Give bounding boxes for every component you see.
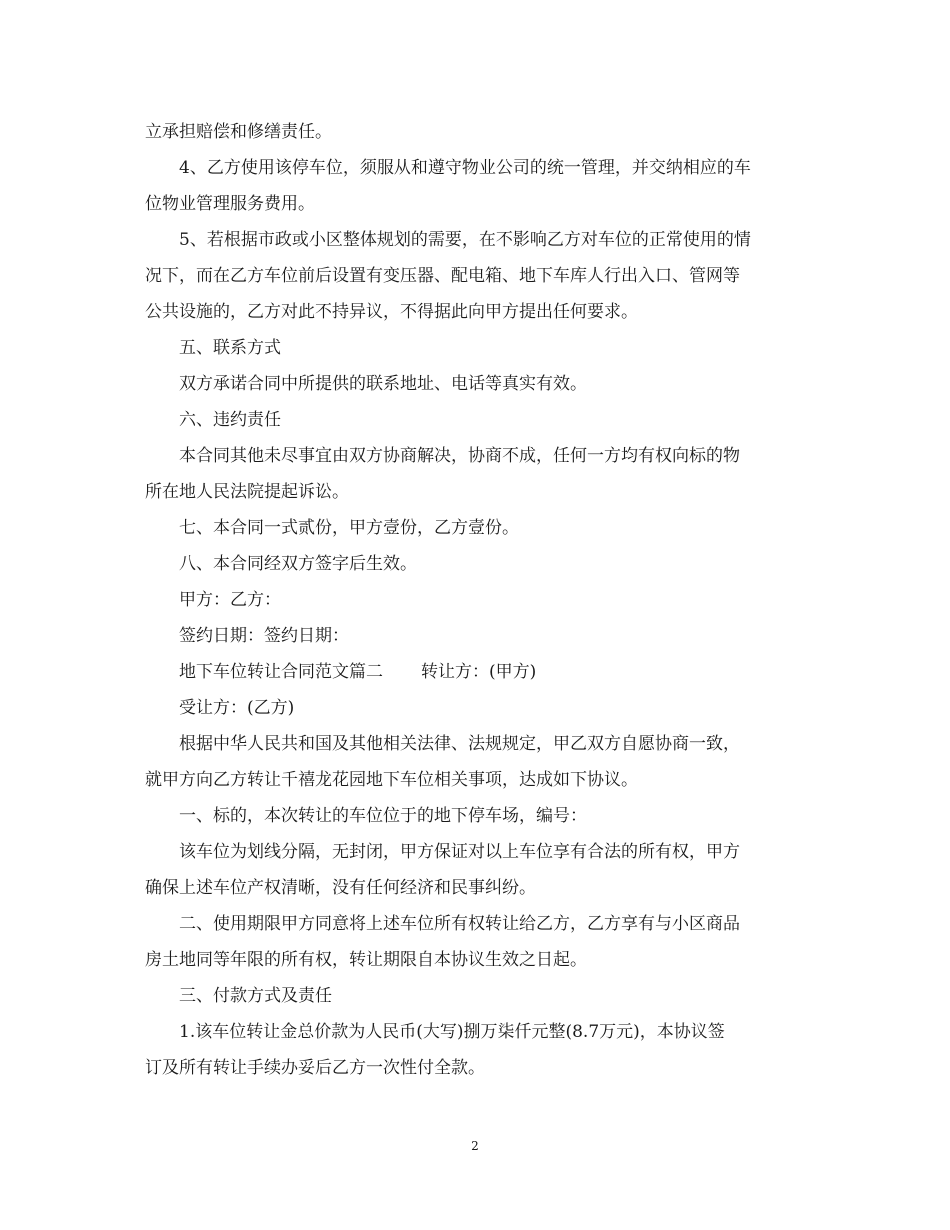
section-heading: 六、违约责任 xyxy=(179,410,281,430)
paragraph-line: 4、乙方使用该停车位，须服从和遵守物业公司的统一管理，并交纳相应的车 xyxy=(179,158,751,178)
paragraph-line: 根据中华人民共和国及其他相关法律、法规规定，甲乙双方自愿协商一致， xyxy=(179,734,740,754)
section-heading: 二、使用期限甲方同意将上述车位所有权转让给乙方，乙方享有与小区商品 xyxy=(179,914,740,934)
paragraph-line: 况下，而在乙方车位前后设置有变压器、配电箱、地下车库人行出入口、管网等 xyxy=(145,266,740,286)
paragraph-line: 就甲方向乙方转让千禧龙花园地下车位相关事项，达成如下协议。 xyxy=(145,770,638,790)
paragraph-line: 七、本合同一式贰份，甲方壹份，乙方壹份。 xyxy=(179,518,519,538)
contract-title-line xyxy=(145,654,810,690)
transferor-label: 转让方：(甲方) xyxy=(421,662,537,682)
paragraph-line: 八、本合同经双方签字后生效。 xyxy=(179,554,417,574)
section-heading: 三、付款方式及责任 xyxy=(179,986,332,1006)
paragraph-line: 本合同其他未尽事宜由双方协商解决，协商不成，任何一方均有权向标的物 xyxy=(179,446,740,466)
signature-line: 甲方：乙方： xyxy=(179,590,281,610)
paragraph-line: 确保上述车位产权清晰，没有任何经济和民事纠纷。 xyxy=(145,878,536,898)
paragraph-line: 立承担赔偿和修缮责任。 xyxy=(145,122,332,142)
section-heading: 五、联系方式 xyxy=(179,338,281,358)
paragraph-line: 位物业管理服务费用。 xyxy=(145,194,315,214)
paragraph-line: 所在地人民法院提起诉讼。 xyxy=(145,482,349,502)
paragraph-line: 5、若根据市政或小区整体规划的需要，在不影响乙方对车位的正常使用的情 xyxy=(179,230,751,250)
paragraph-line: 公共设施的，乙方对此不持异议，不得据此向甲方提出任何要求。 xyxy=(145,302,638,322)
section-heading: 一、标的，本次转让的车位位于的地下停车场，编号： xyxy=(179,806,587,826)
page-number: 2 xyxy=(471,1139,479,1153)
document-body xyxy=(145,114,810,1086)
transferee-label: 受让方：(乙方) xyxy=(179,698,295,718)
paragraph-line: 1.该车位转让金总价款为人民币(大写)捌万柒仟元整(8.7万元)，本协议签 xyxy=(179,1022,725,1042)
paragraph-line: 房土地同等年限的所有权，转让期限自本协议生效之日起。 xyxy=(145,950,587,970)
paragraph-line: 双方承诺合同中所提供的联系地址、电话等真实有效。 xyxy=(179,374,587,394)
paragraph-line: 订及所有转让手续办妥后乙方一次性付全款。 xyxy=(145,1058,485,1078)
signing-date-line: 签约日期：签约日期： xyxy=(179,626,349,646)
contract-title: 地下车位转让合同范文篇二 xyxy=(179,662,383,682)
paragraph-line: 该车位为划线分隔，无封闭，甲方保证对以上车位享有合法的所有权，甲方 xyxy=(179,842,740,862)
